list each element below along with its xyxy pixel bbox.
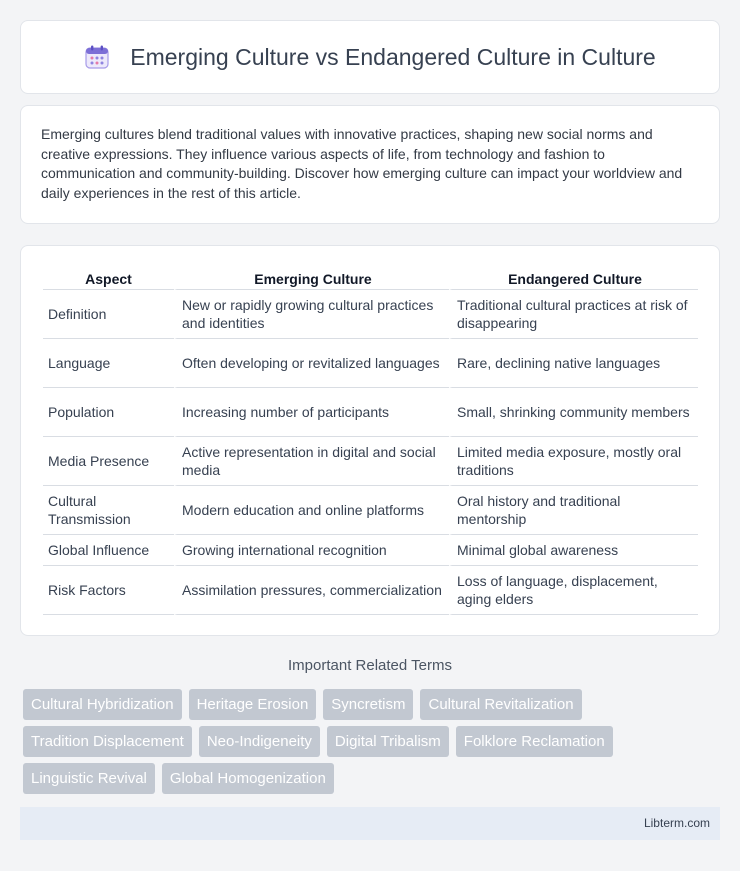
related-terms-list [23,689,713,794]
endangered-cell: Rare, declining native languages [449,339,698,388]
related-term-tag[interactable]: Cultural Hybridization [23,689,182,720]
comparison-card [20,245,720,636]
header-aspect: Aspect [43,266,174,290]
comparison-table [43,266,698,615]
emerging-cell: Assimilation pressures, commercialization [174,566,449,615]
aspect-cell: Language [43,339,174,388]
endangered-cell: Loss of language, displacement, aging elders [449,566,698,615]
footer-site-link[interactable]: Libterm.com [643,816,710,830]
emerging-cell: Increasing number of participants [174,388,449,437]
footer [20,807,720,840]
intro-card [20,105,720,224]
table-row [43,339,698,388]
aspect-cell: Population [43,388,174,437]
aspect-cell: Cultural Transmission [43,486,174,535]
emerging-cell: Often developing or revitalized languages [174,339,449,388]
header-card [20,20,720,94]
endangered-cell: Limited media exposure, mostly oral traditions [449,437,698,486]
emerging-cell: Growing international recognition [174,535,449,566]
table-row [43,437,698,486]
related-term-tag[interactable]: Folklore Reclamation [456,726,613,757]
related-terms-title: Important Related Terms [288,657,452,674]
calendar-icon [84,44,110,70]
related-term-tag[interactable]: Global Homogenization [162,763,334,794]
related-term-tag[interactable]: Linguistic Revival [23,763,155,794]
emerging-cell: Active representation in digital and social media [174,437,449,486]
related-term-tag[interactable]: Neo-Indigeneity [199,726,320,757]
header-emerging: Emerging Culture [174,266,449,290]
aspect-cell: Risk Factors [43,566,174,615]
table-row [43,486,698,535]
related-term-tag[interactable]: Syncretism [323,689,413,720]
endangered-cell: Oral history and traditional mentorship [449,486,698,535]
endangered-cell: Small, shrinking community members [449,388,698,437]
page-title: Emerging Culture vs Endangered Culture in Culture [130,43,656,70]
endangered-cell: Traditional cultural practices at risk of disappearing [449,290,698,339]
related-term-tag[interactable]: Cultural Revitalization [420,689,581,720]
related-term-tag[interactable]: Digital Tribalism [327,726,449,757]
header-endangered: Endangered Culture [449,266,698,290]
table-row [43,535,698,566]
endangered-cell: Minimal global awareness [449,535,698,566]
intro-paragraph: Emerging cultures blend traditional values with innovative practices, shaping new social norms and creative expressions. They influence various aspects of life, from technology and fashion to communication and community-building. Discover how emerging culture can impact your worldview and daily experiences in the rest of this article. [41,126,683,201]
related-term-tag[interactable]: Heritage Erosion [189,689,317,720]
table-row [43,388,698,437]
related-term-tag[interactable]: Tradition Displacement [23,726,192,757]
emerging-cell: Modern education and online platforms [174,486,449,535]
aspect-cell: Global Influence [43,535,174,566]
table-row [43,290,698,339]
aspect-cell: Media Presence [43,437,174,486]
emerging-cell: New or rapidly growing cultural practices and identities [174,290,449,339]
table-row [43,566,698,615]
aspect-cell: Definition [43,290,174,339]
